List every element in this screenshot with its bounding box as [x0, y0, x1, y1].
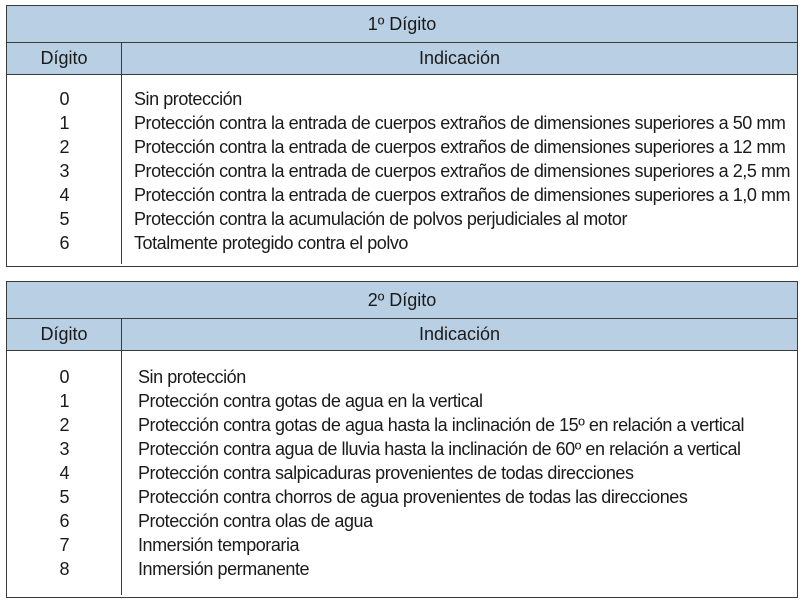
digit-cell: 6 — [59, 233, 70, 253]
indication-cell: Inmersión permanente — [138, 559, 310, 579]
table-row — [7, 365, 797, 389]
table-row — [7, 557, 797, 581]
indication-cell: Protección contra la acumulación de polvos perjudiciales al motor — [134, 209, 628, 229]
indication-cell: Protección contra gotas de agua hasta la inclinación de 15º en relación a vertical — [138, 415, 745, 435]
indication-cell: Protección contra salpicaduras provenientes de todas direcciones — [138, 463, 634, 483]
table-row — [7, 159, 797, 183]
table-row — [7, 207, 797, 231]
digit-cell: 2 — [59, 415, 70, 435]
indication-cell: Sin protección — [134, 89, 242, 109]
digit-cell: 0 — [59, 367, 70, 387]
digit-cell: 7 — [59, 535, 70, 555]
table-row — [7, 413, 797, 437]
indication-cell: Totalmente protegido contra el polvo — [134, 233, 408, 253]
indication-cell: Protección contra la entrada de cuerpos extraños de dimensiones superiores a 2,5 mm — [134, 161, 791, 181]
table-row — [7, 231, 797, 255]
table-title: 1º Dígito — [7, 6, 797, 43]
indication-cell: Sin protección — [138, 367, 246, 387]
digit-cell: 3 — [59, 439, 70, 459]
table-row — [7, 437, 797, 461]
digit-cell: 5 — [59, 209, 70, 229]
table-row — [7, 533, 797, 557]
indication-cell: Inmersión temporaria — [138, 535, 300, 555]
indication-cell: Protección contra olas de agua — [138, 511, 373, 531]
table-row — [7, 135, 797, 159]
rows — [7, 87, 797, 255]
table-header — [7, 43, 797, 75]
table-body — [7, 351, 797, 595]
digit-cell: 1 — [59, 391, 70, 411]
table-row — [7, 111, 797, 135]
digit-cell: 5 — [59, 487, 70, 507]
digit-cell: 2 — [59, 137, 70, 157]
second-digit-table — [6, 281, 798, 598]
digit-cell: 4 — [59, 185, 70, 205]
indication-cell: Protección contra agua de lluvia hasta la inclinación de 60º en relación a vertical — [138, 439, 741, 459]
rows — [7, 365, 797, 581]
digit-cell: 1 — [59, 113, 70, 133]
table-body — [7, 75, 797, 264]
digit-cell: 3 — [59, 161, 70, 181]
digit-cell: 4 — [59, 463, 70, 483]
indication-cell: Protección contra chorros de agua provenientes de todas las direcciones — [138, 487, 688, 507]
table-row — [7, 87, 797, 111]
indication-cell: Protección contra la entrada de cuerpos extraños de dimensiones superiores a 12 mm — [134, 137, 786, 157]
indication-column-header: Indicación — [418, 48, 501, 68]
table-row — [7, 485, 797, 509]
table-row — [7, 183, 797, 207]
table-title: 2º Dígito — [7, 282, 797, 319]
indication-column-header: Indicación — [418, 324, 501, 344]
table-header — [7, 319, 797, 351]
indication-cell: Protección contra gotas de agua en la vertical — [138, 391, 483, 411]
table-row — [7, 389, 797, 413]
digit-cell: 0 — [59, 89, 70, 109]
digit-column-header: Dígito — [7, 43, 122, 74]
digit-column-header: Dígito — [7, 319, 122, 350]
digit-cell: 8 — [59, 559, 70, 579]
table-row — [7, 509, 797, 533]
indication-cell: Protección contra la entrada de cuerpos extraños de dimensiones superiores a 1,0 mm — [134, 185, 791, 205]
first-digit-table — [6, 5, 798, 267]
table-row — [7, 461, 797, 485]
digit-cell: 6 — [59, 511, 70, 531]
indication-cell: Protección contra la entrada de cuerpos extraños de dimensiones superiores a 50 mm — [134, 113, 786, 133]
